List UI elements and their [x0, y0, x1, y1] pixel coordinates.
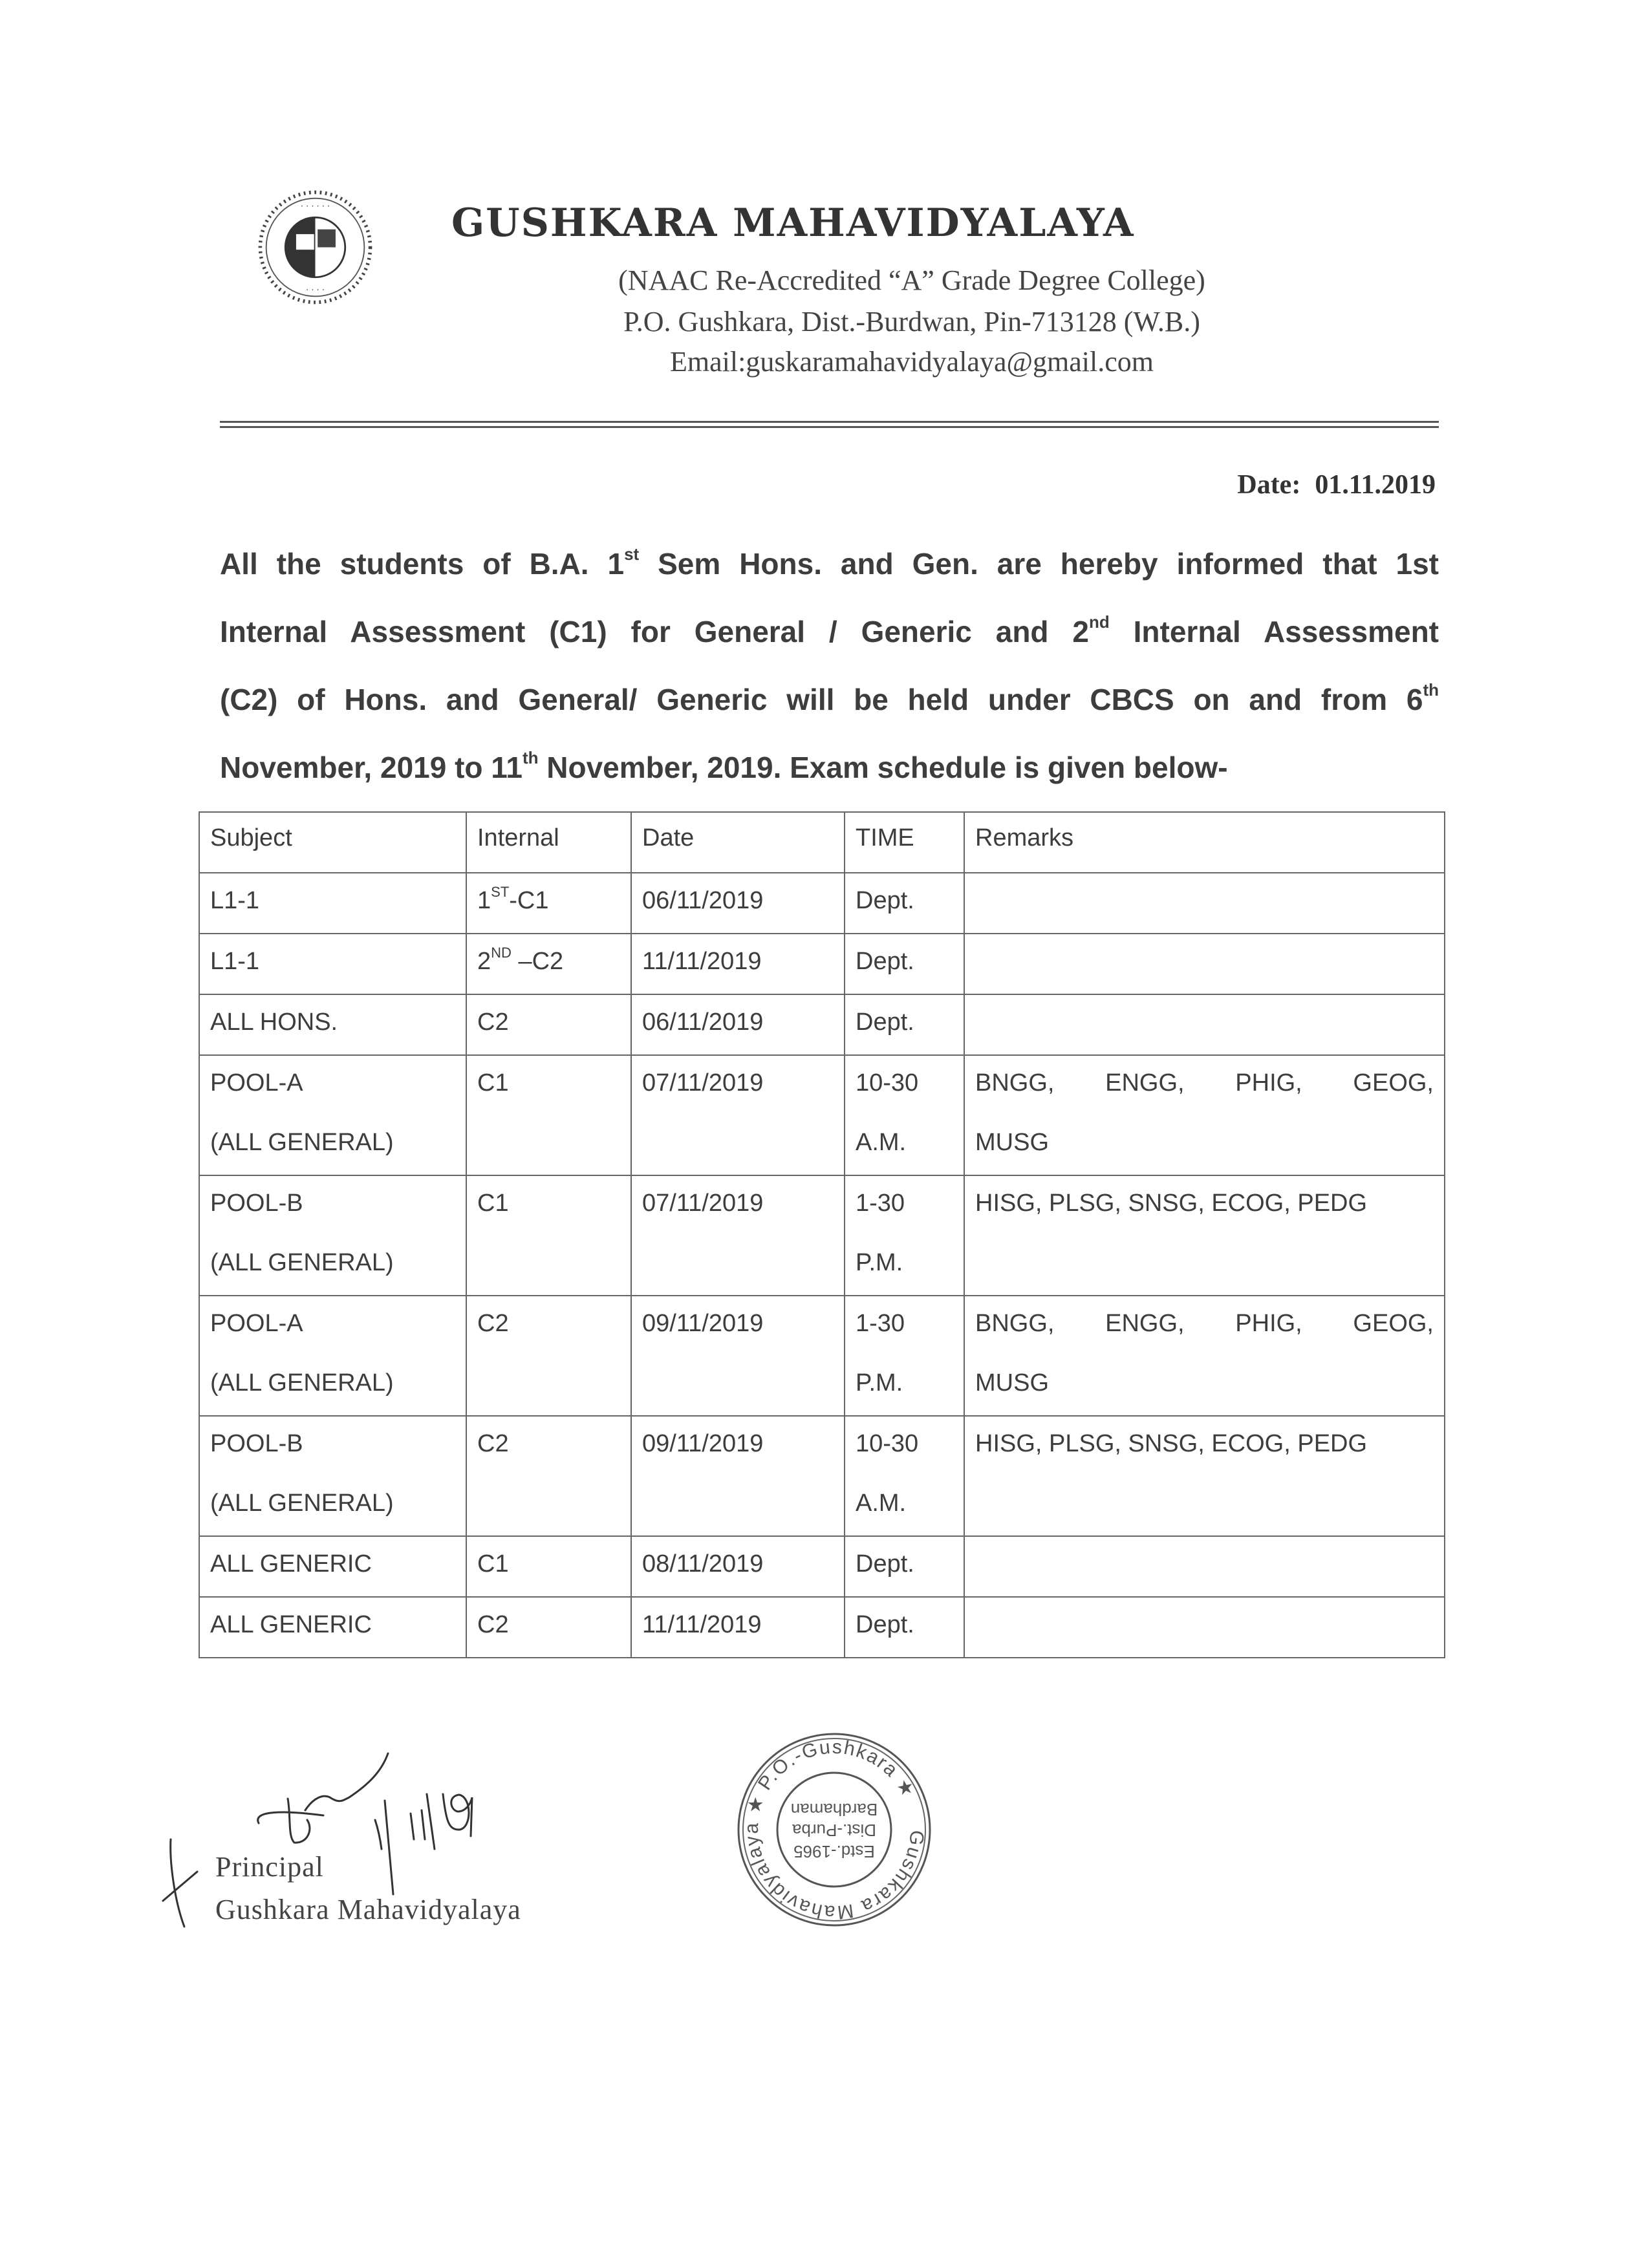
- cell-subject: POOL-B (ALL GENERAL): [199, 1416, 466, 1536]
- college-emblem-icon: [255, 187, 375, 307]
- cell-subject: POOL-A (ALL GENERAL): [199, 1055, 466, 1175]
- cell-date: 06/11/2019: [631, 873, 845, 934]
- cell-date: 07/11/2019: [631, 1055, 845, 1175]
- notice-line: All the students of B.A. 1st Sem Hons. and Gen. are hereby informed that 1st: [220, 544, 1439, 581]
- cell-remarks: HISG, PLSG, SNSG, ECOG, PEDG: [964, 1175, 1445, 1296]
- cell-remarks: BNGG, ENGG, PHIG, GEOG, MUSG: [964, 1055, 1445, 1175]
- cell-internal: C1: [466, 1175, 631, 1296]
- cell-subject: ALL GENERIC: [199, 1597, 466, 1658]
- svg-text:· · · · · ·: · · · · · ·: [300, 202, 330, 212]
- cell-time: 10-30 A.M.: [845, 1416, 964, 1536]
- date-label: Date:: [1237, 470, 1301, 500]
- table-row: [199, 1416, 1445, 1536]
- cell-remarks: [964, 994, 1445, 1055]
- college-name: GUSHKARA MAHAVIDYALAYA: [451, 200, 1135, 246]
- cell-internal: C1: [466, 1536, 631, 1597]
- cell-time: 1-30 P.M.: [845, 1175, 964, 1296]
- cell-date: 06/11/2019: [631, 994, 845, 1055]
- stamp-inner-line: Estd.-1965: [793, 1842, 875, 1861]
- cell-time: Dept.: [845, 1597, 964, 1658]
- column-header-time: TIME: [845, 812, 964, 873]
- cell-internal: C2: [466, 1597, 631, 1658]
- table-row: [199, 1055, 1445, 1175]
- stamp-inner-line: Dist.-Purba: [792, 1821, 877, 1840]
- cell-date: 09/11/2019: [631, 1296, 845, 1416]
- cell-time: Dept.: [845, 934, 964, 994]
- column-header-remarks: Remarks: [964, 812, 1445, 873]
- cell-time: 10-30 A.M.: [845, 1055, 964, 1175]
- table-row: [199, 873, 1445, 934]
- table-row: [199, 994, 1445, 1055]
- table-row: [199, 1536, 1445, 1597]
- date-value: 01.11.2019: [1315, 470, 1436, 500]
- cell-date: 11/11/2019: [631, 934, 845, 994]
- cell-subject: L1-1: [199, 934, 466, 994]
- cell-time: Dept.: [845, 1536, 964, 1597]
- cell-date: 09/11/2019: [631, 1416, 845, 1536]
- cell-subject: POOL-A (ALL GENERAL): [199, 1296, 466, 1416]
- table-row: [199, 1296, 1445, 1416]
- cell-remarks: [964, 934, 1445, 994]
- table-row: [199, 1597, 1445, 1658]
- column-header-date: Date: [631, 812, 845, 873]
- cell-remarks: HISG, PLSG, SNSG, ECOG, PEDG: [964, 1416, 1445, 1536]
- table-header-row: [199, 812, 1445, 873]
- cell-internal: 1ST-C1: [466, 873, 631, 934]
- cell-subject: L1-1: [199, 873, 466, 934]
- stamp-inner-line: Bardhaman: [790, 1800, 878, 1819]
- stamp-outer-text: Gushkara Mahavidyalaya ★ P.O.-Gushkara ★: [740, 1736, 928, 1923]
- table-row: [199, 934, 1445, 994]
- email-line: Email:guskaramahavidyalaya@gmail.com: [670, 346, 1154, 378]
- cell-remarks: [964, 873, 1445, 934]
- notice-date: [1237, 469, 1436, 500]
- signatory-role: Principal: [215, 1851, 324, 1883]
- address-line: P.O. Gushkara, Dist.-Burdwan, Pin-713128 (W.B.): [623, 306, 1200, 337]
- table-row: [199, 1175, 1445, 1296]
- cell-date: 07/11/2019: [631, 1175, 845, 1296]
- cell-date: 11/11/2019: [631, 1597, 845, 1658]
- cell-time: Dept.: [845, 873, 964, 934]
- notice-line: November, 2019 to 11th November, 2019. Exam schedule is given below-: [220, 748, 1228, 784]
- notice-line: (C2) of Hons. and General/ Generic will be held under CBCS on and from 6th: [220, 680, 1439, 716]
- college-seal-stamp-icon: [731, 1726, 938, 1933]
- cell-internal: C2: [466, 994, 631, 1055]
- header-divider-top: [220, 421, 1439, 423]
- header-divider-bottom: [220, 426, 1439, 428]
- cell-internal: C2: [466, 1296, 631, 1416]
- cell-date: 08/11/2019: [631, 1536, 845, 1597]
- column-header-internal: Internal: [466, 812, 631, 873]
- cell-remarks: [964, 1597, 1445, 1658]
- cell-internal: C1: [466, 1055, 631, 1175]
- cell-internal: 2ND –C2: [466, 934, 631, 994]
- cell-time: 1-30 P.M.: [845, 1296, 964, 1416]
- cell-subject: POOL-B (ALL GENERAL): [199, 1175, 466, 1296]
- column-header-subject: Subject: [199, 812, 466, 873]
- cell-remarks: BNGG, ENGG, PHIG, GEOG, MUSG: [964, 1296, 1445, 1416]
- notice-line: Internal Assessment (C1) for General / Generic and 2nd Internal Assessment: [220, 612, 1439, 648]
- cell-time: Dept.: [845, 994, 964, 1055]
- accreditation-line: (NAAC Re-Accredited “A” Grade Degree College): [618, 264, 1205, 296]
- cell-subject: ALL GENERIC: [199, 1536, 466, 1597]
- svg-text:· · · ·: · · · ·: [306, 285, 325, 295]
- cell-subject: ALL HONS.: [199, 994, 466, 1055]
- exam-schedule-table: [199, 811, 1445, 1658]
- cell-remarks: [964, 1536, 1445, 1597]
- signatory-organization: Gushkara Mahavidyalaya: [215, 1894, 521, 1925]
- cell-internal: C2: [466, 1416, 631, 1536]
- notice-body: [220, 530, 1439, 802]
